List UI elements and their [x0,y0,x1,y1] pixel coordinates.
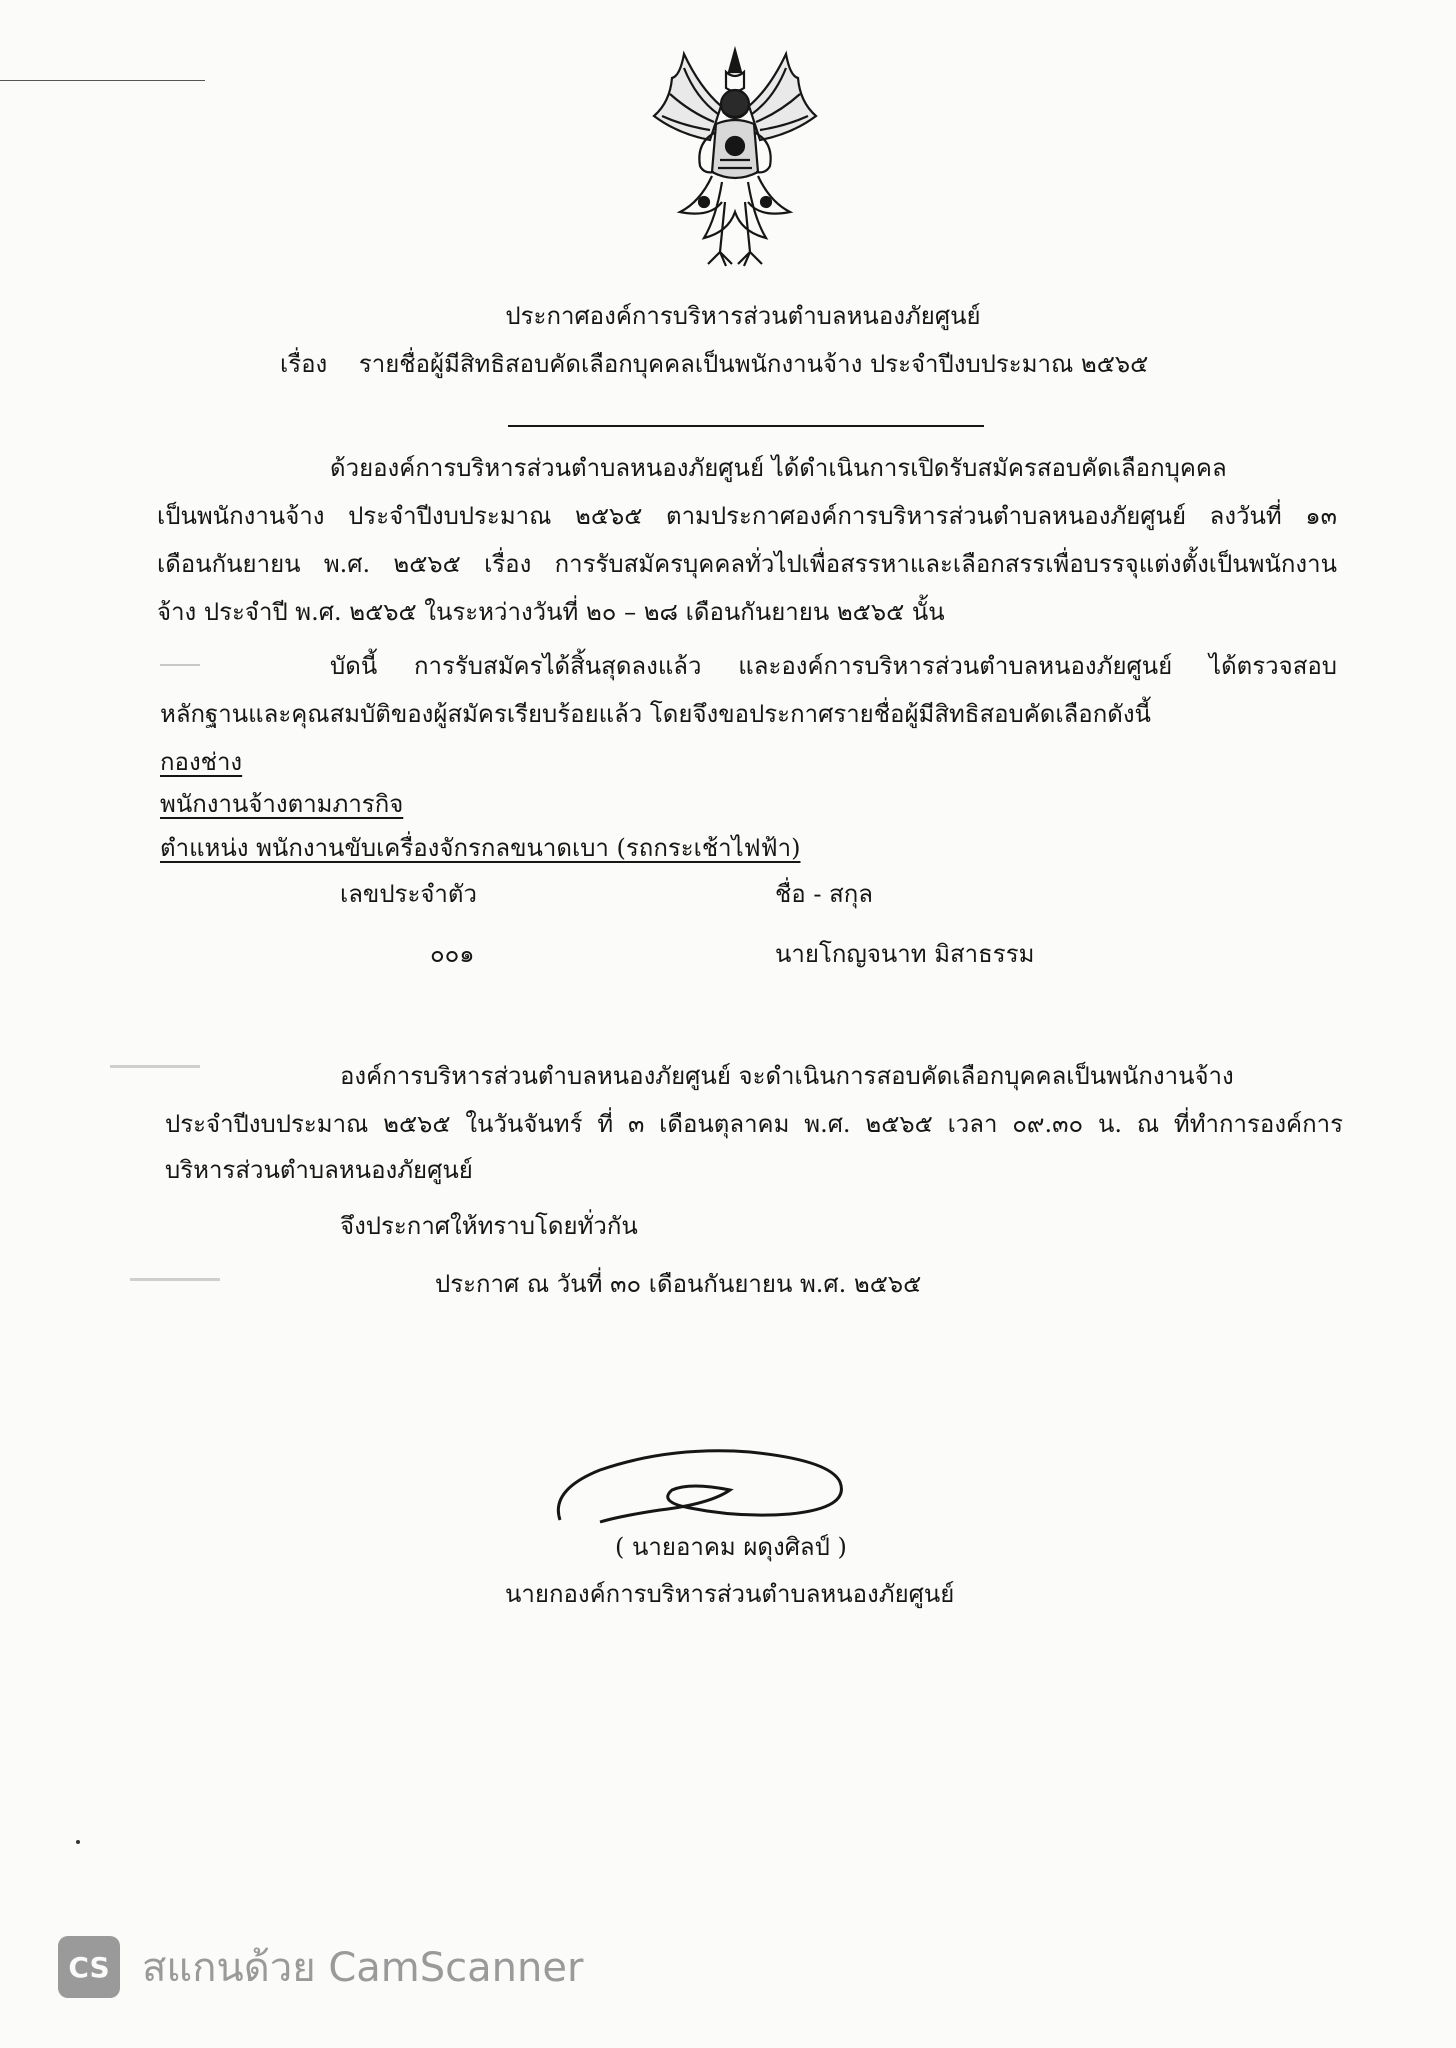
para3-line-2: ประจำปีงบประมาณ ๒๕๖๕ ในวันจันทร์ ที่ ๓ เดือนตุลาคม พ.ศ. ๒๕๖๕ เวลา ๐๙.๓๐ น. ณ ที่ทำการองค์การ [165,1110,1343,1138]
para2-line-2: หลักฐานและคุณสมบัติของผู้สมัครเรียบร้อยแล้ว โดยจึงขอประกาศรายชื่อผู้มีสิทธิสอบคัดเลือกดังนี้ [160,700,1151,728]
para1-line-3: เดือนกันยายน พ.ศ. ๒๕๖๕ เรื่อง การรับสมัครบุคคลทั่วไปเพื่อสรรหาและเลือกสรรเพื่อบรรจุแต่งตั้งเป็นพนักงาน [157,550,1337,578]
subject-text: รายชื่อผู้มีสิทธิสอบคัดเลือกบุคคลเป็นพนักงานจ้าง ประจำปีงบประมาณ ๒๕๖๕ [358,350,1149,378]
closing-statement: จึงประกาศให้ทราบโดยทั่วกัน [340,1212,638,1240]
scan-smudge [160,664,200,666]
signatory-title: นายกองค์การบริหารส่วนตำบลหนองภัยศูนย์ [505,1580,955,1608]
signature-scribble [540,1430,860,1540]
employee-type-heading: พนักงานจ้างตามภารกิจ [160,790,404,818]
camscanner-logo-text: CS [68,1950,110,1984]
subject-line [280,350,1148,379]
para1-line-1: ด้วยองค์การบริหารส่วนตำบลหนองภัยศูนย์ ได้ดำเนินการเปิดรับสมัครสอบคัดเลือกบุคคล [330,454,1227,482]
title-separator [508,425,984,427]
para3-line-1: องค์การบริหารส่วนตำบลหนองภัยศูนย์ จะดำเนินการสอบคัดเลือกบุคคลเป็นพนักงานจ้าง [340,1062,1234,1090]
scan-smudge [110,1065,200,1068]
table-row-id: ๐๐๑ [430,940,475,968]
para3-line-3: บริหารส่วนตำบลหนองภัยศูนย์ [165,1156,473,1184]
announcement-title: ประกาศองค์การบริหารส่วนตำบลหนองภัยศูนย์ [505,302,981,330]
camscanner-watermark [58,1935,583,1999]
camscanner-text: สแกนด้วย CamScanner [142,1945,584,1991]
camscanner-logo-icon [58,1936,120,1998]
scan-smudge [130,1278,220,1281]
table-row-name: นายโกญจนาท มิสาธรรม [775,940,1035,968]
subject-label: เรื่อง [280,350,328,378]
table-header-name: ชื่อ - สกุล [775,880,873,908]
scan-dot [76,1840,80,1844]
para1-line-2: เป็นพนักงานจ้าง ประจำปีงบประมาณ ๒๕๖๕ ตามประกาศองค์การบริหารส่วนตำบลหนองภัยศูนย์ ลงวันที่ ๑๓ [157,502,1337,530]
table-header-id: เลขประจำตัว [340,880,477,908]
position-heading: ตำแหน่ง พนักงานขับเครื่องจักรกลขนาดเบา (รถกระเช้าไฟฟ้า) [160,834,801,862]
garuda-emblem [640,42,830,272]
signatory-name: ( นายอาคม ผดุงศิลป์ ) [615,1533,847,1561]
division-heading: กองช่าง [160,748,243,776]
announcement-date: ประกาศ ณ วันที่ ๓๐ เดือนกันยายน พ.ศ. ๒๕๖๕ [435,1270,922,1298]
scan-artifact-line [0,80,205,81]
para2-line-1: บัดนี้ การรับสมัครได้สิ้นสุดลงแล้ว และองค์การบริหารส่วนตำบลหนองภัยศูนย์ ได้ตรวจสอบ [330,652,1337,680]
para1-line-4: จ้าง ประจำปี พ.ศ. ๒๕๖๕ ในระหว่างวันที่ ๒๐ – ๒๘ เดือนกันยายน ๒๕๖๕ นั้น [157,598,945,626]
